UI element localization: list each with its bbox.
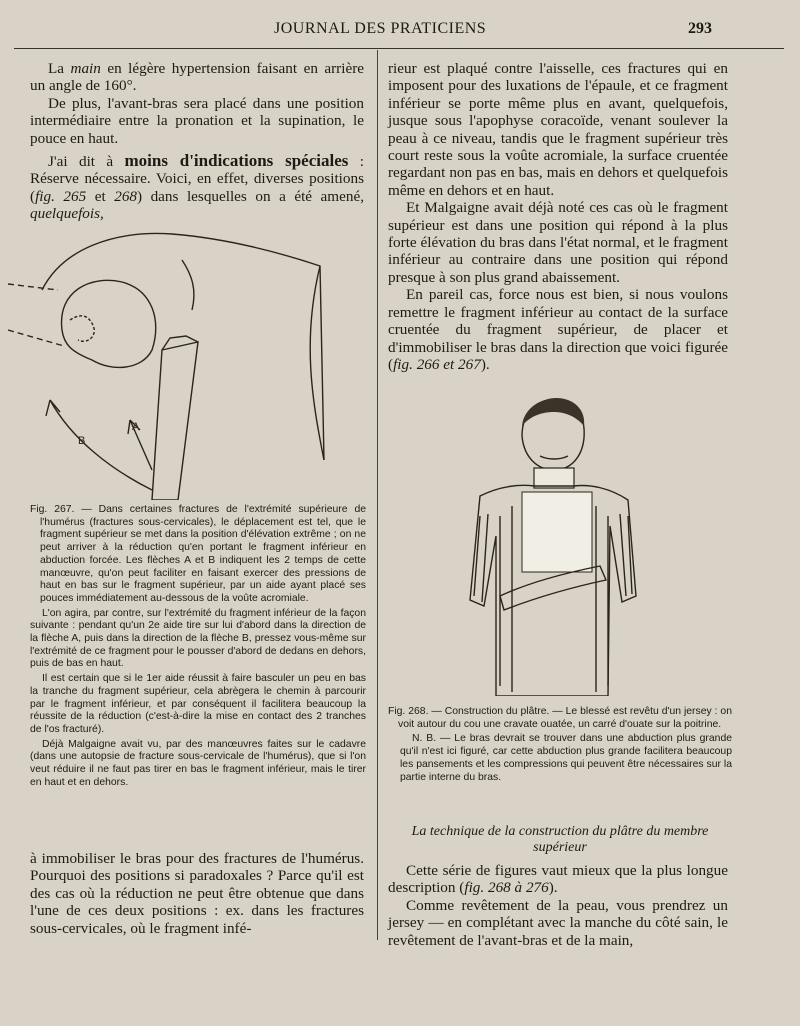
figure-268-patient-jersey (460, 396, 646, 696)
paragraph-hand: La main en légère hypertension faisant en arrière un angle de 160°. (30, 60, 364, 95)
paragraph-indications: J'ai dit à moins d'indications spéciales : Réserve nécessaire. Voici, en effet, diverses positions (fig. 265 et 268) dans lesquelles on a été amené, quelquefois, (30, 151, 364, 223)
paragraph-serie-figures: Cette série de figures vaut mieux que la plus longue description (fig. 268 à 276). (388, 862, 728, 897)
left-column-intro (30, 60, 364, 223)
paragraph-forearm: De plus, l'avant-bras sera placé dans une position intermédiaire entre la pronation et la supination, le pouce en haut. (30, 94, 364, 147)
caption-267-main: Fig. 267. — Dans certaines fractures de l'extrémité supérieure de l'humérus (fractures sous-cervicales), le déplacement est tel, que le fragment supérieur se met dans la position d'élévation extrême ; on ne peut arriver à la réduction qu'en portant le fragment inférieur en abduction forcée. Les flèches A et B indiquent les 2 temps de cette manœuvre, qu'on peut faciliter en faisant exercer des pressions de haut en bas sur le fragment supérieur, par un aide ayant placé ses pouces immédiatement au-dessous de la voûte acromiale. (30, 504, 366, 604)
right-column-top (388, 60, 728, 373)
paragraph-immobiliser: à immobiliser le bras pour des fractures de l'humérus. Pourquoi des positions si paradoxales ? Parce qu'il est des cas où la réduction ne peut être obtenue que dans l'une de ces deux positions : ex. dans les fractures sous-cervicales, où le fragment infé- (30, 850, 364, 937)
arrow-label-b: B (78, 435, 86, 447)
figure-268-caption (388, 706, 732, 784)
caption-268-nb: N. B. — Le bras devrait se trouver dans une abduction plus grande qu'il n'est ici figuré, car cette abduction plus grande facilitera beaucoup les pansements et les compressions qui peuvent être nécessaires sur la partie interne du bras. (400, 733, 732, 783)
cotton-square-chest (522, 492, 592, 572)
figure-267-caption (30, 504, 366, 789)
left-column-bottom (30, 850, 364, 937)
dashed-reference-lines (8, 284, 64, 346)
column-divider (377, 50, 378, 940)
paragraph-fragment: rieur est plaqué contre l'aisselle, ces fractures qui en imposent pour des luxations de l'épaule, et ce fragment inférieur se porte même plus en avant, quelquefois, jusque sous l'apophyse coracoïde, venant soulever la peau à ce niveau, tandis que le fragment supérieur très court reste sous la voûte acromiale, la surface cruentée regardant non pas en bas, mais en dehors et quelquefois même en dehors et en haut. (388, 60, 728, 199)
caption-267-p4: Déjà Malgaigne avait vu, par des manœuvres faites sur le cadavre (dans une autopsie de fracture sous-cervicale de l'humérus), que si l'on veut réduire il ne faut pas tirer en bas le fragment inférieur, mais le tirer en haut et en dehors. (30, 738, 366, 788)
upper-fragment (62, 280, 156, 367)
header-rule (14, 48, 784, 49)
right-column-bottom (388, 862, 728, 949)
caption-267-p2: L'on agira, par contre, sur l'extrémité du fragment inférieur de la façon suivante : pendant qu'un 2e aide tire sur lui d'abord dans la direction de la flèche A, puis dans la direction de la flèche B, pressez vous-même sur l'extrémité de ce fragment pour le pousser d'abord de dedans en dehors, puis de bas en haut. (30, 607, 366, 670)
patient-head (522, 398, 584, 470)
arrow-b (46, 400, 152, 490)
paragraph-pareil-cas: En pareil cas, force nous est bien, si nous voulons remettre le fragment inférieur au contact de la surface cruentée du fragment supérieur, de placer et d'immobiliser le bras dans la direction que voici figurée (fig. 266 et 267). (388, 286, 728, 373)
journal-title: JOURNAL DES PRATICIENS (274, 20, 487, 37)
paragraph-malgaigne: Et Malgaigne avait déjà noté ces cas où le fragment supérieur est dans une position qui répond à la plus forte élévation du bras dans l'état normal, et le fragment inférieur au contraire dans une position qui répond presque à son plus grand abaissement. (388, 199, 728, 286)
page-number: 293 (688, 20, 712, 37)
caption-267-p3: Il est certain que si le 1er aide réussit à faire basculer un peu en bas la tranche du fragment supérieur, cela abrègera le chemin à parcourir par le fragment inférieur, et par conséquent il facilitera beaucoup la réussite de la réduction (c'est-à-dire la mise en contact des 2 tranches de l'os fracturé). (30, 673, 366, 735)
scapula-outline (42, 233, 324, 460)
section-title-plaster: La technique de la construction du plâtre du membre supérieur (411, 824, 709, 855)
figure-267-shoulder-fracture (2, 220, 368, 500)
lower-fragment-humerus (152, 336, 198, 500)
neck-collar (534, 468, 574, 488)
caption-268-main: Fig. 268. — Construction du plâtre. — Le blessé est revêtu d'un jersey : on voit autour du cou une cravate ouatée, un carré d'ouate sur la poitrine. (388, 706, 732, 730)
arrow-label-a: A (132, 421, 140, 433)
arm-across-chest (500, 566, 606, 610)
paragraph-revetement: Comme revêtement de la peau, vous prendrez un jersey — en complétant avec la manche du côté sain, le revêtement de l'avant-bras et de la main, (388, 896, 728, 949)
page-header (0, 18, 800, 42)
